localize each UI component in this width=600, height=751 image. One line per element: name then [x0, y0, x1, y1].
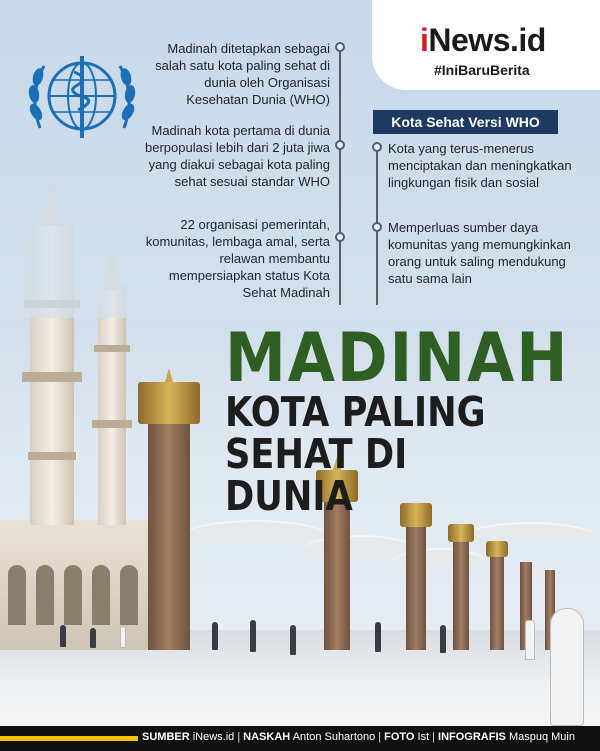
headline-line-2: KOTA PALING	[225, 388, 486, 436]
minaret-right	[98, 285, 126, 525]
credit-label: NASKAH	[243, 731, 291, 743]
timeline-node	[335, 232, 345, 242]
headline	[225, 319, 595, 520]
credit-separator: |	[432, 731, 436, 743]
headline-city: MADINAH	[225, 319, 570, 398]
fact-left-3: 22 organisasi pemerintah, komunitas, lembaga amal, serta relawan membantu mempersiapkan status Kota Sehat Madinah	[145, 217, 330, 300]
minaret-ring	[22, 372, 82, 382]
timeline-node	[335, 42, 345, 52]
brand-logo	[420, 22, 546, 59]
fact-right-1: Kota yang terus-menerus menciptakan dan meningkatkan lingkungan fisik dan sosial	[388, 141, 572, 190]
brand-logo-text: News.id	[428, 22, 546, 58]
pillar-lamp	[486, 541, 508, 557]
fact-left-2: Madinah kota pertama di dunia berpopulasi lebih dari 2 juta jiwa yang diakui sebagai kota paling sehat sesuai standar WHO	[145, 123, 331, 189]
timeline-line-left	[339, 47, 341, 305]
pilgrim	[60, 625, 66, 647]
umbrella-pillar	[406, 525, 426, 650]
who-emblem-icon	[22, 50, 142, 142]
credit-label: INFOGRAFIS	[438, 731, 506, 743]
arch	[92, 565, 110, 625]
pilgrim	[90, 628, 96, 648]
pillar-lamp	[448, 524, 474, 542]
arch	[36, 565, 54, 625]
minaret-ring	[92, 420, 132, 428]
credit-value: Ist	[417, 731, 430, 743]
brand-tagline: #IniBaruBerita	[434, 62, 530, 78]
credit-value: iNews.id	[192, 731, 235, 743]
credit-separator: |	[378, 731, 382, 743]
pilgrim	[525, 620, 535, 660]
pilgrim	[290, 625, 296, 655]
credit-separator: |	[237, 731, 241, 743]
arch	[8, 565, 26, 625]
umbrella-pillar	[324, 500, 350, 650]
umbrella-canopy	[460, 522, 600, 540]
brand-logo-prefix: i	[420, 22, 429, 58]
umbrella-pillar	[148, 420, 190, 650]
minaret-ring	[28, 452, 76, 460]
credit-label: FOTO	[384, 731, 415, 743]
credits-text	[142, 731, 575, 743]
credit-label: SUMBER	[142, 731, 190, 743]
pilgrim	[250, 620, 256, 652]
pilgrim	[212, 622, 218, 650]
who-healthy-city-badge: Kota Sehat Versi WHO	[373, 110, 558, 134]
timeline-node	[372, 142, 382, 152]
umbrella-pillar	[453, 540, 469, 650]
headline-line-3: SEHAT DI DUNIA	[225, 430, 408, 520]
credit-value: Maspuq Muin	[508, 731, 575, 743]
credits-footer	[0, 726, 600, 751]
pilgrim	[375, 622, 381, 652]
pillar-lamp	[138, 382, 200, 424]
lamp-finial	[165, 368, 173, 382]
fact-right-2: Memperluas sumber daya komunitas yang memungkinkan orang untuk saling mendukung satu sama lain	[388, 220, 571, 286]
fact-left-1: Madinah ditetapkan sebagai salah satu kota paling sehat di dunia oleh Organisasi Kesehatan Dunia (WHO)	[155, 41, 330, 107]
pilgrim-foreground	[550, 608, 584, 726]
timeline-node	[372, 222, 382, 232]
footer-accent-bar	[0, 736, 138, 741]
pilgrim	[440, 625, 446, 653]
pilgrim	[120, 626, 126, 648]
arch	[120, 565, 138, 625]
credit-value: Anton Suhartono	[292, 731, 376, 743]
arch	[64, 565, 82, 625]
timeline-node	[335, 140, 345, 150]
umbrella-pillar	[490, 555, 504, 650]
minaret-ring	[94, 345, 130, 352]
umbrella-canopy	[180, 520, 330, 538]
